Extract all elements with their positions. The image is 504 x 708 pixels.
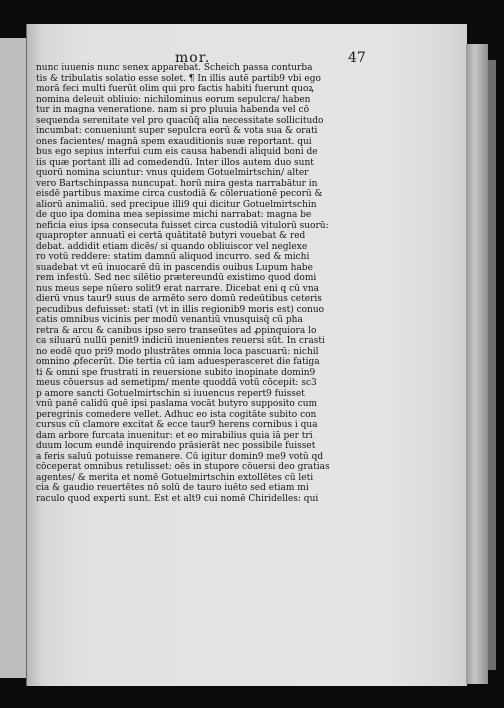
page-stack-edge: [466, 44, 488, 684]
text-line: pecudibus defuisset: statī (vt in illis regionib9 moris est) conuo: [36, 304, 325, 315]
text-line: a feris saluū potuisse remanere. Cū igitur domin9 me9 votū qd: [36, 451, 324, 462]
book-cover-edge: [488, 60, 496, 670]
text-line: rem infestū. Sed nec silētio prætereundū existimo quod domi: [36, 273, 317, 283]
running-head: mor.: [175, 50, 211, 66]
text-line: incumbat: conueniunt super sepulcra eorū & vota sua & orati: [36, 126, 318, 136]
text-line: omnino ꝓfecerūt. Die tertia cū iam aduesperasceret die fatiga: [36, 357, 320, 367]
text-line: de quo ipa domina mea sepissime michi narrabat: magna be: [36, 210, 312, 220]
page-number: 47: [348, 50, 366, 66]
text-line: peregrinis comedere vellet. Adhuc eo ista cogitāte subito con: [36, 409, 317, 420]
text-line: ones facientes/ magnā spem exauditionis suæ reportant. qui: [36, 136, 312, 147]
text-line: suadebat vt eū inuocarē dū in pascendis ouibus Lupum habe: [36, 262, 313, 273]
text-line: ca siluarū nullū penit9 indiciū inuenientes reuersi sūt. In crasti: [36, 336, 325, 346]
text-line: dierū vnus taur9 suus de armēto sero domū redeūtibus ceteris: [36, 294, 322, 304]
text-line: bus ego sepius interfui cum eis causa habendi aliquid boni de: [36, 147, 318, 157]
text-block: [36, 63, 374, 504]
text-line: ti & omni spe frustrati in reuersione subito inopinate domin9: [36, 367, 316, 378]
text-line: no eodē quo pri9 modo plustrātes omnia loca pascuarū: nichil: [36, 346, 319, 357]
text-line: agentes/ & merita et nomē Gotuelmirtschin extollētes cū leti: [36, 472, 314, 483]
text-line: raculo quod experti sunt. Est et alt9 cui nomē Chiridelles: qui: [36, 493, 319, 504]
text-line: iis quæ portant illi ad comedendū. Inter illos autem duo sunt: [36, 157, 314, 168]
text-line: duum locum eundē inquirendo prāsierāt nec possibile fuisset: [36, 441, 316, 451]
text-line: sequenda serenitate vel pro quacūq̄ alia necessitate sollicitudo: [36, 115, 324, 126]
text-line: dam arbore furcata inuenitur: et eo mirabilius quia iā per tri: [36, 430, 313, 441]
text-line: neficia eius ipsa consecuta fuisset circa custodiā vitulorū suorū:: [36, 220, 329, 231]
text-line: tur in magna veneratione. nam si pro pluuia habenda vel cō: [36, 105, 309, 115]
text-line: tis & tribulatis solatio esse solet. ¶ In illis autē partib9 vbi ego: [36, 73, 321, 84]
text-line: morā feci multi fuerūt olim qui pro factis habiti fuerunt quoꝝ: [36, 84, 314, 94]
text-line: p amore sancti Gotuelmirtschin si iuuencus repert9 fuisset: [36, 388, 305, 399]
text-line: retra & arcu & canibus ipso sero transeūtes ad ꝓpinquiora lo: [36, 325, 317, 336]
text-line: eisdē partibus maxime circa custodiā & cōleruationē pecorū &: [36, 189, 323, 199]
text-line: quorū nomina sciuntur: vnus quidem Gotuelmirtschin/ alter: [36, 168, 309, 178]
text-line: nunc iuuenis nunc senex apparebat. Scheich passa conturba: [36, 63, 313, 73]
text-line: cia & gaudio reuertētes nō solū de tauro iuēto sed etiam mi: [36, 483, 309, 493]
text-line: nomina deleuit obliuio: nichilominus eorum sepulcra/ haben: [36, 94, 311, 105]
text-line: vnū panē calidū quē ipsi paslama vocāt butyro supposito cum: [36, 399, 318, 409]
text-line: catis omnibus vicinis per modū venantiū vnusquisq̄ cū pha: [36, 315, 303, 325]
text-line: vero Bartschinpassa nuncupat. horū mira gesta narrabātur in: [36, 178, 318, 189]
text-line: cōceperat omnibus retulisset: oēs in stupore cōuersi deo gratias: [36, 462, 330, 472]
text-line: meus cōuersus ad semetipm/ mente quoddā votū cōcepit: sc3: [36, 378, 317, 388]
text-line: aliorū animaliū. sed precipue illi9 qui dicitur Gotuelmirtschin: [36, 199, 317, 210]
text-line: quapropter annuatī ei certā quātitatē butyri vouebat & red: [36, 231, 306, 241]
text-line: cursus cū clamore excitat & ecce taur9 herens cornibus i qua: [36, 420, 318, 430]
text-line: debat. addidit etiam dicēs/ si quando obliuiscor vel neglexe: [36, 241, 308, 252]
text-line: ro votū reddere: statim damnū aliquod incurro. sed & michi: [36, 252, 310, 262]
text-line: nus meus sepe nūero solit9 erat narrare. Dicebat eni q cū vna: [36, 283, 320, 294]
